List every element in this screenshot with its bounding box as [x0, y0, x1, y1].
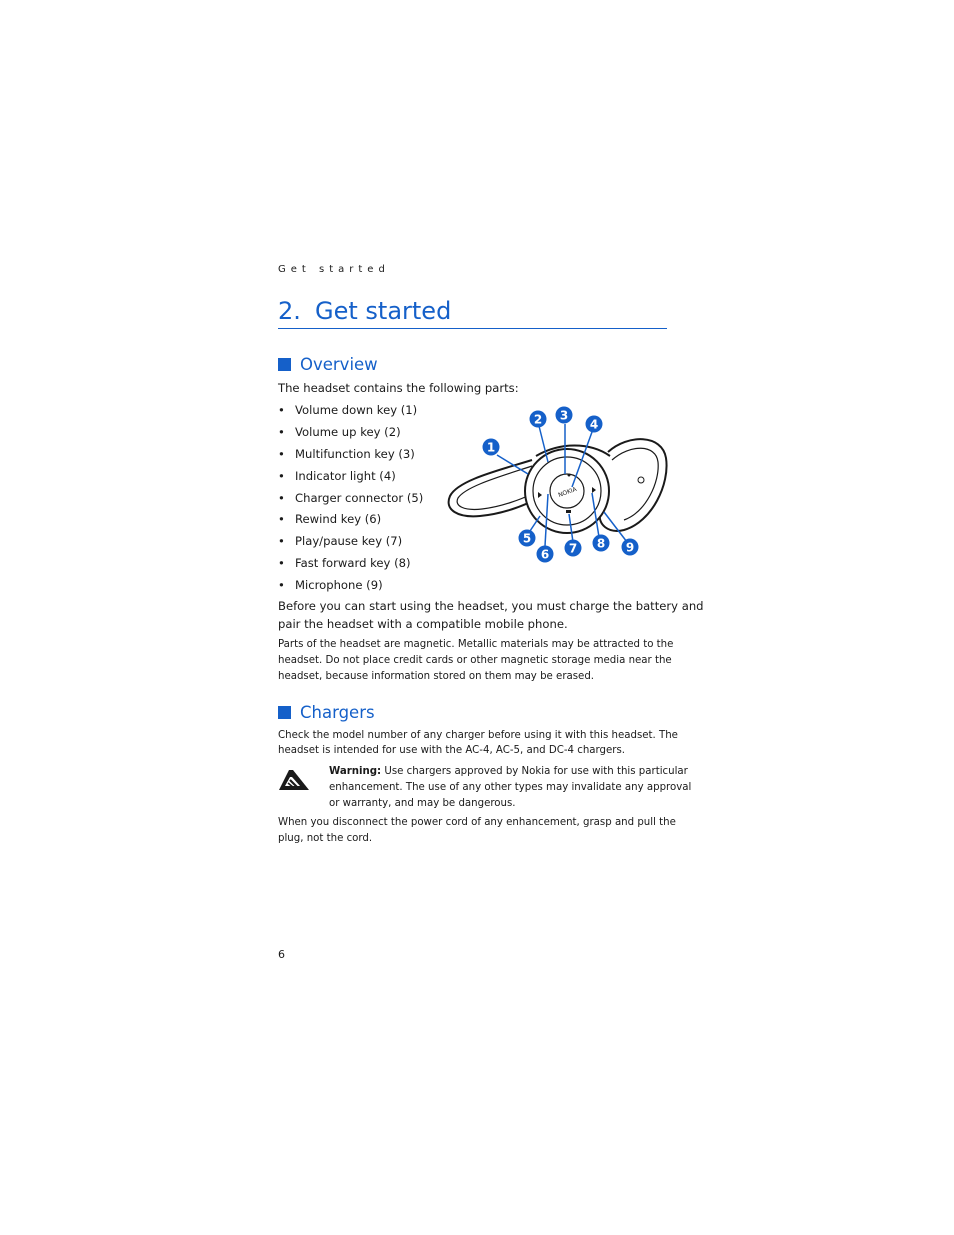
charge-pair-line-2: pair the headset with a compatible mobile phone. [278, 617, 568, 631]
callout-7 [565, 540, 582, 557]
list-item: • Volume down key (1) [278, 403, 418, 417]
chargers-line-1: Check the model number of any charger before using it with this headset. The [278, 730, 678, 741]
chargers-heading-text: Chargers [300, 703, 375, 722]
list-item: • Indicator light (4) [278, 468, 396, 483]
magnetic-note-line-1: Parts of the headset are magnetic. Metallic materials may be attracted to the [278, 639, 674, 650]
list-item: • Play/pause key (7) [278, 534, 403, 549]
headset-diagram [440, 398, 680, 570]
chapter-title [278, 294, 667, 329]
rear-button [638, 477, 644, 483]
callout-2 [530, 411, 547, 428]
warning-text: Warning: Use chargers approved by Nokia for use with this particular enhancement. The use of any other types may invalidate any approval or warranty, and may be dangerous. [329, 766, 692, 809]
callout-8 [593, 535, 610, 552]
callout-1 [483, 439, 500, 456]
svg-text:8: 8 [596, 536, 606, 551]
chargers-line-2: headset is intended for use with the AC-4, AC-5, and DC-4 chargers. [278, 745, 626, 756]
callout-5 [519, 530, 536, 547]
list-item: • Rewind key (6) [278, 512, 382, 527]
svg-text:2: 2 [533, 412, 543, 427]
chargers-heading [278, 702, 375, 724]
warning-label: Warning: [329, 766, 382, 777]
warning-triangle-icon [278, 768, 310, 792]
nokia-logo: NOKIA [557, 485, 578, 499]
charge-pair-line-1: Before you can start using the headset, you must charge the battery and [278, 599, 704, 613]
chapter-title-text: Get started [315, 297, 452, 325]
square-bullet-icon [278, 358, 291, 371]
svg-text:5: 5 [522, 531, 532, 546]
running-head: Get started [278, 264, 390, 275]
svg-text:7: 7 [568, 541, 578, 556]
svg-text:9: 9 [625, 540, 635, 555]
parts-list [278, 400, 423, 597]
svg-text:3: 3 [559, 408, 569, 423]
magnetic-note-line-3: headset, because information stored on them may be erased. [278, 671, 595, 682]
square-bullet-icon [278, 706, 291, 719]
callout-9 [622, 539, 639, 556]
ear-cup-outline [600, 439, 667, 531]
svg-text:6: 6 [540, 547, 550, 562]
overview-heading-text: Overview [300, 355, 378, 374]
page-number: 6 [278, 948, 285, 961]
overview-intro: The headset contains the following parts: [278, 381, 519, 395]
svg-text:1: 1 [486, 440, 496, 455]
list-item: • Volume up key (2) [278, 424, 401, 439]
disconnect-line-2: plug, not the cord. [278, 833, 373, 844]
magnetic-note-line-2: headset. Do not place credit cards or other magnetic storage media near the [278, 655, 672, 666]
list-item: • Fast forward key (8) [278, 556, 411, 571]
callout-6 [537, 546, 554, 563]
chapter-number: 2. [278, 297, 301, 325]
callout-4 [586, 416, 603, 433]
overview-heading [278, 354, 378, 376]
list-item: • Multifunction key (3) [278, 446, 415, 461]
svg-text:4: 4 [589, 417, 599, 432]
list-item: • Charger connector (5) [278, 490, 424, 505]
list-item: • Microphone (9) [278, 578, 383, 593]
callout-3 [556, 407, 573, 424]
disconnect-line-1: When you disconnect the power cord of any enhancement, grasp and pull the [278, 817, 676, 828]
